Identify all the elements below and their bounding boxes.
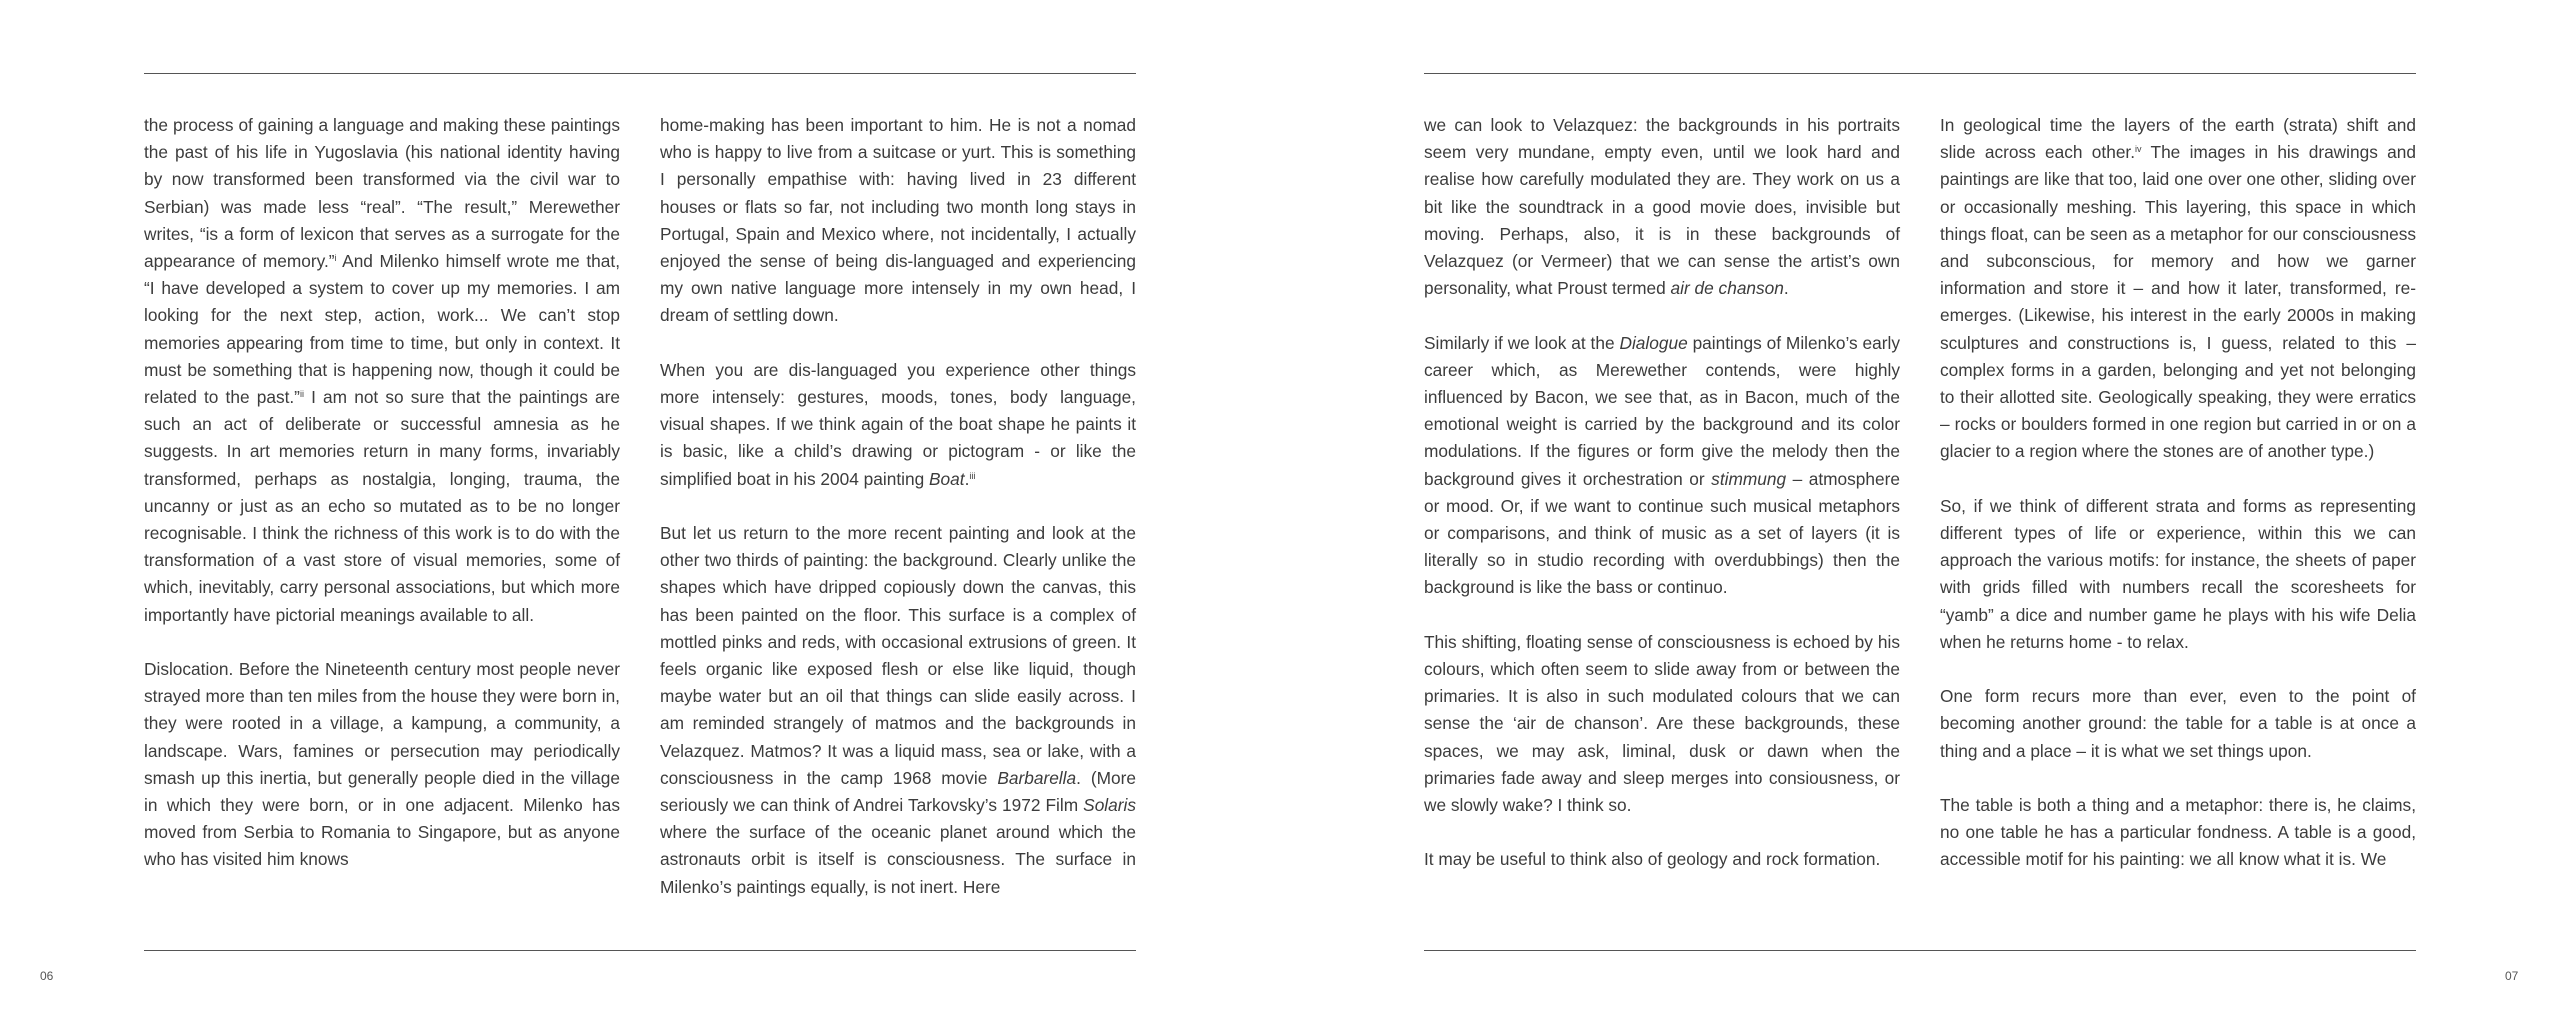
- paragraph: It may be useful to think also of geology and rock formation.: [1424, 849, 1881, 870]
- column-1: [144, 112, 620, 874]
- endnote-marker: iii: [969, 470, 976, 481]
- column-2: [660, 112, 1136, 901]
- column-3: [1424, 112, 1900, 874]
- paragraph: The table is both a thing and a metaphor: there is, he claims, no one table he has a particular fondness. A table is a good, accessible motif for his painting: we all know what it is. We: [1940, 795, 2416, 870]
- endnote-marker: iv: [2135, 144, 2142, 155]
- page-number-right: 07: [2505, 969, 2519, 983]
- paragraph: Similarly if we look at the Dialogue paintings of Milenko’s early career which, as Merewether contends, were highly influenced by Bacon, we see that, as in Bacon, much of the emotional weight is carried by the background and its color modulations. If the figures or form give the melody then the background gives it orchestration or stimmung – atmosphere or mood. Or, if we want to continue such musical metaphors or comparisons, and think of music as a set of layers (it is literally so in studio recording with overdubbings) then the background is like the bass or continuo.: [1424, 332, 1900, 598]
- paragraph: One form recurs more than ever, even to the point of becoming another ground: the table for a table is at once a thing and a place – it is what we set things upon.: [1940, 686, 2416, 761]
- page-number-left: 06: [40, 969, 54, 983]
- paragraph: the process of gaining a language and making these paintings the past of his life in Yugoslavia (his national identity having by now transformed been transformed via the civil war to Serbian) was made less “real”. “The result,” Merewether writes, “is a form of lexicon that serves as a surrogate for the appearance of memory.”$^i$ And Milenko himself wrote me that, “I have developed a system to cover up my memories. I am looking for the next step, action, work... We can’t stop memories appearing from time to time, but only in context. It must be something that is happening now, though it could be related to the past.”$^{ii}$ I am not so sure that the paintings are such an act of deliberate or successful amnesia as he suggests. In art memories return in many forms, invariably transformed, perhaps as nostalgia, longing, trauma, the uncanny or just as an echo so mutated as to be no longer recognisable. I think the richness of this work is to do with the transformation of a vast store of visual memories, some of which, inevitably, carry personal associations, but which more importantly have pictorial meanings available to all.: [144, 115, 621, 625]
- paragraph: In geological time the layers of the earth (strata) shift and slide across each other.$^{iv}$ The images in his drawings and paintings are like that too, laid one over one other, sliding over or occasionally meshing. This layering, this space in which things float, can be seen as a metaphor for our consciousness and subconscious, for memory and how we garner information and store it – and how it later, transformed, re-emerges. (Likewise, his interest in the early 2000s in making sculptures and constructions is, I guess, related to this – complex forms in a garden, belonging and yet not belonging to their allotted site. Geologically speaking, they were erratics – rocks or boulders formed in one region but carried in or on a glacier to a region where the stones are of another type.): [1940, 115, 2416, 462]
- endnote-marker: ii: [299, 389, 304, 400]
- paragraph: When you are dis-languaged you experience other things more intensely: gestures, moods, tones, body language, visual shapes. If we think again of the boat shape he paints it is basic, like a child’s drawing or pictogram - or like the simplified boat in his 2004 painting Boat.$^{iii}$: [660, 359, 1136, 489]
- bottom-rule-left: [144, 950, 1136, 951]
- bottom-rule-right: [1424, 950, 2416, 951]
- paragraph: we can look to Velazquez: the backgrounds in his portraits seem very mundane, empty even, until we look hard and realise how carefully modulated they are. They work on us a bit like the soundtrack in a good movie does, invisible but moving. Perhaps, also, it is in these backgrounds of Velazquez (or Vermeer) that we can sense the artist’s own personality, what Proust termed air de chanson.: [1424, 115, 1900, 299]
- paragraph: So, if we think of different strata and forms as representing different types of life or experience, within this we can approach the various motifs: for instance, the sheets of paper with grids filled with numbers recall the scoresheets for “yamb” a dice and number game he plays with his wife Delia when he returns home - to relax.: [1940, 495, 2416, 652]
- paragraph: Dislocation. Before the Nineteenth century most people never strayed more than ten miles from the house they were born in, they were rooted in a village, a kampung, a community, a landscape. Wars, famines or persecution may periodically smash up this inertia, but generally people died in the village in which they were born, or in one adjacent. Milenko has moved from Serbia to Romania to Singapore, but as anyone who has visited him knows: [144, 659, 620, 870]
- paragraph: This shifting, floating sense of consciousness is echoed by his colours, which often seem to slide away from or between the primaries. It is also in such modulated colours that we can sense the ‘air de chanson’. Are these backgrounds, these spaces, we may ask, liminal, dusk or dawn when the primaries fade away and sleep merges into consiousness, or we slowly wake? I think so.: [1424, 631, 1900, 816]
- paragraph: home-making has been important to him. He is not a nomad who is happy to live from a suitcase or yurt. This is something I personally empathise with: having lived in 23 different houses or flats so far, not including two month long stays in Portugal, Spain and Mexico where, not incidentally, I actually enjoyed the sense of being dis-languaged and experiencing my own native language more intensely in my own head, I dream of settling down.: [660, 115, 1136, 326]
- paragraph: But let us return to the more recent painting and look at the other two thirds of painting: the background. Clearly unlike the shapes which have dripped copiously down the canvas, this has been painted on the floor. This surface is a complex of mottled pinks and reds, with occasional extrusions of green. It feels organic like exposed flesh or else like liquid, though maybe water but an oil that things can slide easily across. I am reminded strangely of matmos and the backgrounds in Velazquez. Matmos? It was a liquid mass, sea or lake, with a consciousness in the camp 1968 movie Barbarella. (More seriously we can think of Andrei Tarkovsky’s 1972 Film Solaris where the surface of the oceanic planet around which the astronauts orbit is itself is consciousness. The surface in Milenko’s paintings equally, is not inert. Here: [660, 523, 1136, 897]
- column-4: [1940, 112, 2416, 874]
- top-rule-left: [144, 73, 1136, 74]
- endnote-marker: i: [334, 253, 337, 264]
- top-rule-right: [1424, 73, 2416, 74]
